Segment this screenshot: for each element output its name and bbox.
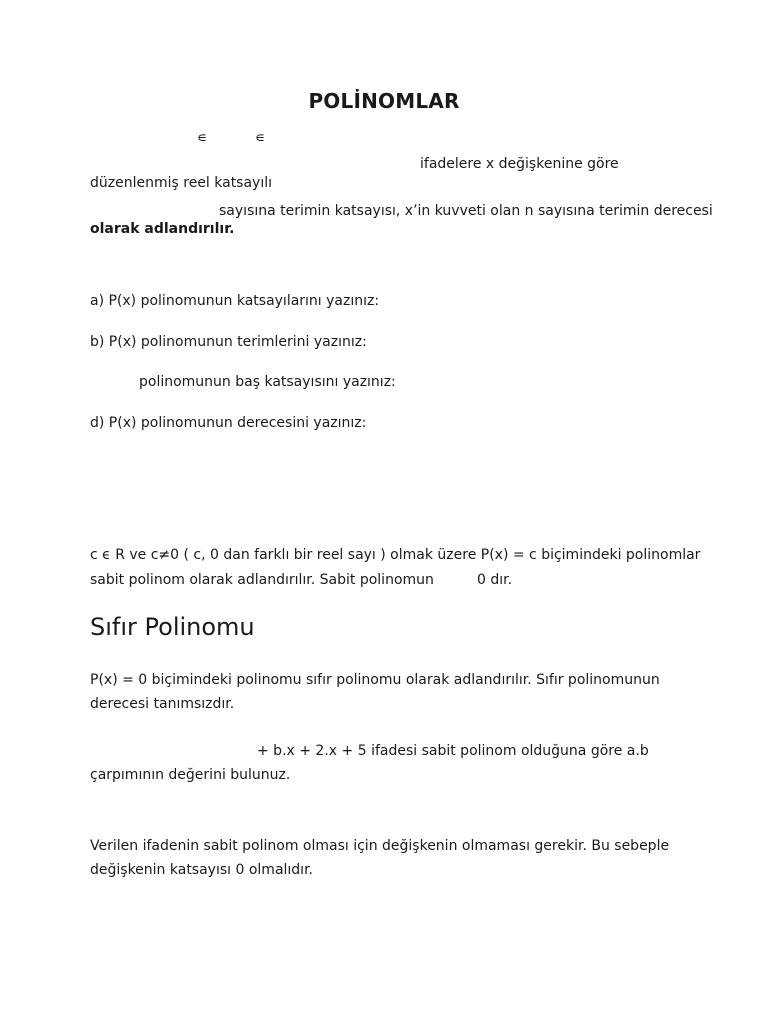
example-question-text: çarpımının değerini bulunuz.: [90, 767, 291, 783]
question-d: d) P(x) polinomunun derecesini yazınız:: [90, 415, 367, 431]
question-b: b) P(x) polinomunun terimlerini yazınız:: [90, 334, 367, 350]
zero-polynomial-text: P(x) = 0 biçimindeki polinomu sıfır polinomu olarak adlandırılır. Sıfır polinomunun: [90, 672, 660, 688]
section-heading-zero-polynomial: Sıfır Polinomu: [90, 613, 255, 641]
solution-text: Verilen ifadenin sabit polinom olması için değişkenin olmaması gerekir. Bu sebeple: [90, 838, 670, 854]
intro-text-bold: olarak adlandırılır.: [90, 221, 235, 237]
element-of-symbol: ∊: [255, 130, 266, 146]
intro-text-line: sayısına terimin katsayısı, x’in kuvveti olan n sayısına terimin derecesi: [219, 203, 713, 219]
constant-polynomial-text: c ϵ R ve c≠0 ( c, 0 dan farklı bir reel sayı ) olmak üzere P(x) = c biçimindeki polinomlar: [90, 547, 701, 563]
intro-text-line: ifadelere x değişkenine göre: [420, 156, 619, 172]
constant-polynomial-text: 0 dır.: [477, 572, 513, 588]
question-c: polinomunun baş katsayısını yazınız:: [139, 374, 396, 390]
zero-polynomial-text: derecesi tanımsızdır.: [90, 696, 235, 712]
example-question-text: + b.x + 2.x + 5 ifadesi sabit polinom olduğuna göre a.b: [257, 743, 649, 759]
question-a: a) P(x) polinomunun katsayılarını yazınız:: [90, 293, 380, 309]
constant-polynomial-text: sabit polinom olarak adlandırılır. Sabit polinomun: [90, 572, 434, 588]
solution-text: değişkenin katsayısı 0 olmalıdır.: [90, 862, 313, 878]
intro-text-line: düzenlenmiş reel katsayılı: [90, 175, 273, 191]
element-of-symbol: ∊: [197, 130, 208, 146]
page-title: POLİNOMLAR: [308, 89, 460, 113]
